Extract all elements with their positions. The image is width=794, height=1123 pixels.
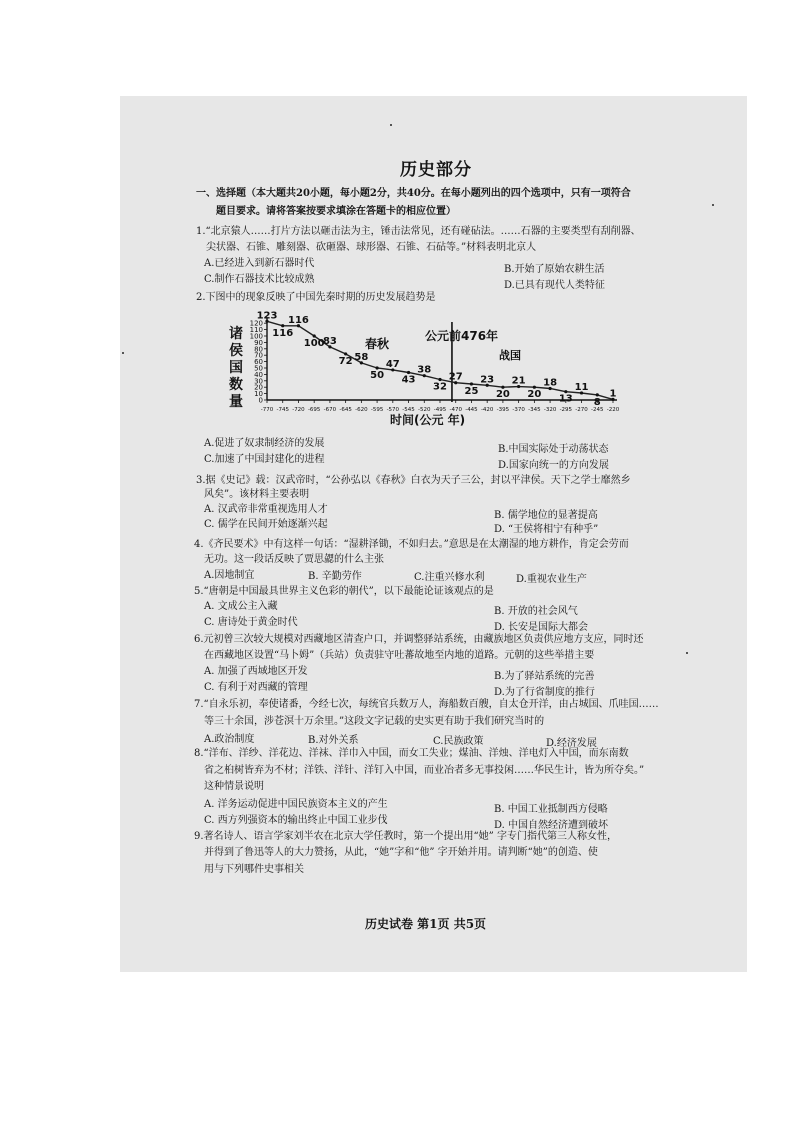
- q6-option-a: A. 加强了西域地区开发: [204, 666, 308, 677]
- q4-option-a: A.因地制宜: [204, 570, 255, 581]
- q3-option-c: C. 儒学在民间开始逐渐兴起: [204, 519, 328, 530]
- data-label: 1: [609, 388, 617, 400]
- x-tick-label: -420: [480, 407, 494, 413]
- scan-speck: [712, 204, 714, 206]
- data-label: 72: [338, 355, 353, 367]
- x-tick-label: -295: [559, 407, 573, 413]
- y-tick-label: 90: [254, 338, 263, 347]
- q1-option-d: D.已具有现代人类特征: [504, 280, 605, 291]
- scan-speck: [686, 652, 688, 654]
- x-tick-label: -695: [307, 407, 321, 413]
- data-label: 20: [527, 389, 542, 401]
- q2-option-c: C.加速了中国封建化的进程: [204, 454, 325, 465]
- x-tick-label: -470: [449, 407, 462, 413]
- q9-stem-line3: 用与下列哪件史事相关: [204, 864, 304, 875]
- q4-stem-line1: 4.《齐民要术》中有这样一句话：“湿耕泽锄，不如归去。”意思是在太潮湿的地方耕作，肯定会劳而: [194, 539, 629, 550]
- q3-option-b: B. 儒学地位的显著提高: [494, 510, 598, 521]
- y-tick-label: 120: [249, 319, 263, 328]
- page-title: 历史部分: [400, 160, 472, 180]
- annotation-476: 公元前476年: [425, 329, 499, 343]
- y-tick-label: 80: [254, 345, 263, 354]
- data-label: 8: [593, 396, 601, 408]
- q2-option-a: A.促进了奴隶制经济的发展: [204, 438, 325, 449]
- data-label: 18: [543, 377, 558, 389]
- q7-stem-line2: 等三十余国，涉苍溟十万余里。”这段文字记载的史实更有助于我们研究当时的: [204, 716, 545, 727]
- x-tick-label: -620: [355, 407, 368, 413]
- x-tick-label: -395: [496, 407, 510, 413]
- x-tick-label: -670: [323, 407, 337, 413]
- data-label: 23: [480, 374, 495, 386]
- y-tick-label: 40: [254, 370, 263, 379]
- data-label: 83: [322, 335, 337, 347]
- data-label: 13: [558, 393, 573, 405]
- q6-option-c: C. 有利于对西藏的管理: [204, 682, 308, 693]
- q3-option-d: D. “王侯将相宁有种乎”: [494, 524, 599, 535]
- q1-stem-line2: 尖状器、石锥、雕刻器、砍砸器、球形器、石锥、石砧等。”材料表明北京人: [206, 242, 537, 253]
- q4-option-c: C.注重兴修水利: [414, 572, 485, 583]
- x-tick-label: -520: [418, 407, 431, 413]
- data-label: 27: [448, 371, 463, 383]
- x-tick-label: -745: [276, 407, 289, 413]
- y-axis-label-char: 数: [229, 377, 243, 393]
- q9-stem-line2: 并得到了鲁迅等人的大力赞扬，从此，“她”字和“他” 字开始并用。请判断“她”的创造、使: [204, 847, 598, 858]
- x-tick-label: -720: [292, 407, 305, 413]
- q4-option-d: D.重视农业生产: [516, 574, 587, 585]
- q3-stem-line1: 3.据《史记》载：汉武帝时，“公孙弘以《春秋》白衣为天子三公，封以平津侯。天下之学士靡然乡: [196, 475, 631, 486]
- scan-speck: [390, 124, 392, 126]
- q1-option-c: C.制作石器技术比较成熟: [204, 274, 315, 285]
- x-tick-label: -445: [465, 407, 478, 413]
- x-tick-label: -270: [575, 407, 588, 413]
- x-tick-label: -245: [591, 407, 604, 413]
- data-label: 38: [417, 364, 432, 376]
- y-tick-label: 100: [249, 332, 263, 341]
- q7-option-b: B.对外关系: [308, 735, 359, 746]
- x-axis-label: 时间(公元 年): [390, 413, 466, 427]
- q1-option-b: B.开始了原始农耕生活: [504, 264, 605, 275]
- y-tick-label: 70: [254, 351, 263, 360]
- q7-option-a: A.政治制度: [204, 734, 255, 745]
- q6-option-b: B.为了驿站系统的完善: [494, 671, 595, 682]
- data-label: 43: [401, 374, 416, 386]
- q8-option-c: C. 西方列强资本的输出终止中国工业步伐: [204, 815, 388, 826]
- q7-stem-line1: 7.“自永乐初，奉使诸番，今经七次，每统官兵数万人，海船数百艘，自太仓开洋，由占城国、爪哇国……: [194, 699, 659, 710]
- x-tick-label: -370: [512, 407, 525, 413]
- x-tick-label: -645: [339, 407, 352, 413]
- q5-option-a: A. 文成公主入藏: [204, 601, 278, 612]
- q5-option-b: B. 开放的社会风气: [494, 606, 578, 617]
- q2-option-d: D.国家向统一的方向发展: [498, 460, 609, 471]
- data-label: 116: [288, 314, 309, 326]
- data-label: 116: [272, 327, 294, 339]
- q6-stem-line1: 6.元初曾三次较大规模对西藏地区清查户口，并调整驿站系统，由藏族地区负责供应地方支应，同时还: [194, 634, 644, 645]
- y-axis-label-char: 量: [229, 394, 243, 410]
- q7-option-d: D.经济发展: [546, 738, 597, 749]
- q6-stem-line2: 在西藏地区设置“马卜姆”（兵站）负责驻守吐蕃故地至内地的道路。元朝的这些举措主要: [204, 650, 595, 661]
- q2-stem: 2.下图中的现象反映了中国先秦时期的历史发展趋势是: [196, 292, 436, 303]
- q9-stem-line1: 9.著名诗人、语言学家刘半农在北京大学任教时，第一个提出用“她” 字专门指代第三人称女性，: [194, 831, 617, 842]
- q1-stem-line1: 1.“北京猿人……打片方法以砸击法为主，锤击法常见，还有碰砧法。……石器的主要类型有刮削器、: [196, 226, 641, 237]
- q8-stem-line1: 8.“洋布、洋纱、洋花边、洋袜、洋巾入中国，而女工失业；煤油、洋烛、洋电灯入中国，而东南数: [194, 748, 629, 759]
- annotation-chunqiu: 春秋: [365, 337, 390, 351]
- x-tick-label: -770: [260, 407, 274, 413]
- q5-option-d: D. 长安是国际大都会: [494, 622, 589, 633]
- data-label: 123: [256, 310, 278, 322]
- x-tick-label: -320: [543, 407, 557, 413]
- q8-stem-line3: 这种情景说明: [204, 781, 264, 792]
- y-tick-label: 60: [254, 358, 263, 367]
- data-label: 20: [495, 389, 510, 401]
- x-tick-label: -345: [528, 407, 541, 413]
- data-label: 100: [303, 338, 325, 349]
- y-tick-label: 110: [249, 326, 263, 335]
- q4-option-b: B. 辛勤劳作: [308, 571, 362, 582]
- section-heading-line2: 题目要求。请将答案按要求填涂在答题卡的相应位置）: [216, 206, 456, 217]
- q3-stem-line2: 风矣”。该材料主要表明: [204, 489, 310, 500]
- scan-speck: [122, 352, 124, 354]
- data-label: 47: [385, 358, 400, 370]
- y-tick-label: 20: [254, 383, 263, 392]
- q8-option-a: A. 洋务运动促进中国民族资本主义的产生: [204, 799, 388, 810]
- q2-option-b: B.中国实际处于动荡状态: [498, 444, 609, 455]
- q8-stem-line2: 省之桕树皆弃为不材；洋铁、洋针、洋钉入中国，而业冶者多无事投闲……华民生计，皆为所夺矣。”: [204, 765, 645, 776]
- y-tick-label: 30: [254, 377, 263, 386]
- x-tick-label: -545: [402, 407, 415, 413]
- x-tick-label: -495: [433, 407, 447, 413]
- x-tick-label: -595: [370, 407, 384, 413]
- data-label: 50: [370, 370, 385, 381]
- q8-option-b: B. 中国工业抵制西方侵略: [494, 804, 608, 815]
- y-tick-label: 0: [258, 396, 263, 405]
- feudal-states-chart: [225, 310, 625, 430]
- x-tick-label: -570: [386, 407, 400, 413]
- q6-option-d: D.为了行省制度的推行: [494, 687, 595, 698]
- page-footer: 历史试卷 第1页 共5页: [365, 917, 487, 931]
- q8-option-d: D. 中国自然经济遭到破坏: [494, 820, 609, 831]
- y-axis-label-char: 诸: [229, 326, 243, 342]
- data-label: 32: [433, 381, 447, 393]
- data-label: 21: [511, 375, 526, 387]
- data-label: 25: [464, 386, 479, 397]
- q1-option-a: A.已经进入到新石器时代: [204, 258, 315, 269]
- q5-option-c: C. 唐诗处于黄金时代: [204, 617, 298, 628]
- y-tick-label: 50: [254, 364, 263, 373]
- data-label: 58: [354, 351, 369, 363]
- y-axis-label: [229, 325, 243, 410]
- q7-option-c: C.民族政策: [433, 736, 484, 747]
- section-heading-line1: 一、选择题（本大题共20小题，每小题2分，共40分。在每小题列出的四个选项中，只有一项符合: [196, 188, 631, 199]
- q5-stem: 5.“唐朝是中国最具世界主义色彩的朝代”，以下最能论证该观点的是: [194, 586, 494, 597]
- y-tick-label: 10: [254, 390, 263, 399]
- q3-option-a: A. 汉武帝非常重视选用人才: [204, 504, 328, 515]
- data-label: 11: [574, 381, 589, 393]
- y-axis-label-char: 国: [229, 360, 243, 376]
- q4-stem-line2: 无功。这一段话反映了贾思勰的什么主张: [204, 554, 384, 565]
- y-axis-label-char: 侯: [229, 343, 243, 359]
- annotation-zhanguo: 战国: [499, 349, 521, 362]
- x-tick-label: -220: [606, 407, 620, 413]
